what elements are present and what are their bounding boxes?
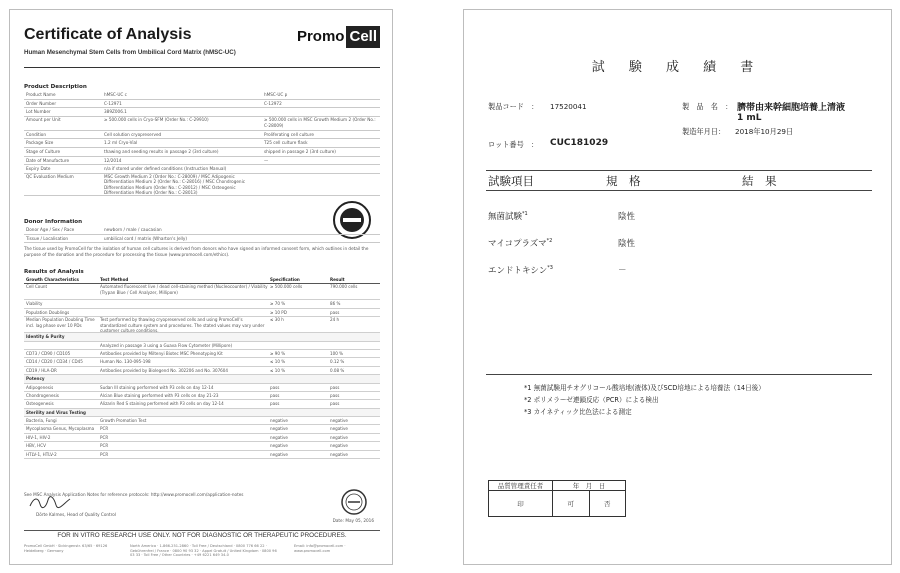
results-characteristic: Identity & Purity	[26, 334, 65, 340]
product-row-value-p: shipped in passage 2 (3rd culture)	[264, 148, 336, 154]
results-method: Human No. 130-095-198	[100, 359, 151, 365]
manufacture-date-label: 製造年月日：	[682, 127, 726, 136]
results-method: Sudan III staining performed with P3 cells on day 12-14	[100, 384, 214, 390]
donor-row-extra	[264, 226, 380, 234]
results-value: negative	[330, 451, 348, 457]
results-row	[24, 417, 380, 425]
results-method	[100, 409, 270, 416]
research-use-disclaimer: FOR IN VITRO RESEARCH USE ONLY. NOT FOR DIAGNOSTIC OR THERAPEUTIC PROCEDURES.	[57, 532, 347, 539]
results-row	[24, 309, 380, 317]
stamp-seal-cell: 印	[489, 491, 553, 517]
results-specification: negative	[270, 451, 288, 457]
results-characteristic: HIV-1, HIV-2	[26, 434, 51, 440]
stamp-reject-cell: 否	[589, 491, 626, 517]
results-method	[100, 333, 270, 340]
product-row-value-c: ≥ 500.000 cells in Cryo-SFM (Order No.: C-29910)	[104, 116, 209, 122]
results-characteristic: CD73 / CD90 / CD105	[26, 350, 71, 356]
test-item-label: マイコプラズマ	[488, 239, 547, 249]
results-characteristic: Potency	[26, 376, 45, 382]
test-item-footnote-marker: *3	[547, 265, 553, 272]
donor-row-key: Donor Age / Sex / Race	[26, 227, 75, 232]
promocell-logo	[297, 26, 380, 48]
section-heading-donor: Donor Information	[24, 219, 83, 225]
results-specification	[270, 409, 330, 416]
certification-stamp-icon	[340, 488, 368, 516]
results-value: negative	[330, 443, 348, 449]
results-characteristic: Sterility and Virus Testing	[26, 409, 86, 415]
results-value: negative	[330, 418, 348, 424]
product-name-label: 製 品 名 ：	[682, 102, 733, 111]
results-characteristic: Mycoplasma Genus, Mycoplasma	[26, 426, 95, 432]
japanese-test-report-document	[463, 9, 892, 565]
results-col-growth: Growth Characteristics	[26, 277, 79, 282]
results-characteristic: Osteogenesis	[26, 401, 54, 407]
product-row	[24, 100, 380, 109]
test-item-spec: 陰性	[618, 212, 636, 222]
results-characteristic: Population Doublings	[26, 309, 70, 315]
donor-row-value: umbilical cord / matrix (Wharton's Jelly)	[104, 235, 187, 241]
header-result: 結 果	[742, 174, 777, 188]
results-row	[24, 350, 380, 358]
footnote-1: *1 無菌試験用チオグリコール酸培地(液体)及びSCD培地による培養法（14日後）	[524, 384, 765, 392]
certificate-of-analysis-document	[9, 9, 393, 565]
certificate-header	[24, 22, 380, 68]
results-value: pass	[330, 401, 340, 407]
results-characteristic: HTLV-1, HTLV-2	[26, 451, 57, 457]
results-row	[24, 400, 380, 408]
product-row-key: QC Evaluation Medium	[26, 173, 74, 179]
signature-name: Dörte Kalmes, Head of Quality Control	[36, 512, 117, 517]
header-specification: 規 格	[606, 174, 641, 188]
results-value	[330, 375, 380, 382]
product-row-key: Product Name	[26, 92, 56, 97]
lot-number-value: CUC181029	[550, 138, 609, 148]
product-row-value-p: T25 cell culture flask	[264, 140, 308, 146]
results-method	[100, 375, 270, 382]
header-test-item: 試験項目	[488, 174, 534, 188]
product-row-value-c: 1.2 ml Cryo-Vial	[104, 140, 138, 146]
logo-text-promo: Promo	[296, 28, 345, 45]
stamp-date-label: 年 月 日	[553, 481, 626, 491]
donor-row-key: Tissue / Localisation	[26, 235, 69, 241]
results-value: 0.08 %	[330, 367, 345, 373]
manufacture-date-value: 2018年10月29日	[735, 127, 794, 136]
results-characteristic: Adipogenesis	[26, 384, 54, 390]
donor-information-table	[24, 226, 380, 243]
results-specification: pass	[270, 392, 280, 398]
product-row	[24, 108, 380, 117]
results-value	[330, 333, 380, 340]
results-specification: negative	[270, 418, 288, 424]
table-top-rule	[486, 170, 872, 171]
results-method: Antibodies provided by Biolegend No. 302206 and No. 307604	[100, 367, 228, 373]
results-row	[24, 442, 380, 450]
approval-stamp-table	[488, 480, 626, 517]
results-specification: ≤ 30 h	[270, 317, 284, 323]
lot-number-label: ロット番号 ：	[488, 140, 539, 149]
results-method	[100, 309, 270, 316]
product-code-label: 製品コード ：	[488, 102, 539, 111]
donor-row-extra	[264, 235, 380, 243]
results-value: negative	[330, 434, 348, 440]
product-row-key: Expiry Date	[26, 166, 51, 172]
results-method: PCR	[100, 451, 109, 457]
product-row	[24, 174, 380, 196]
product-row	[24, 165, 380, 174]
results-characteristic	[24, 342, 100, 349]
results-row	[24, 425, 380, 433]
results-method: Automated fluorescent live / dead cell-staining method (Nucleocounter) / Viability (Trypan Blue / Cell Analyzer, Millipore)	[100, 284, 268, 295]
results-col-method: Test Method	[100, 277, 129, 282]
results-col-result: Result	[330, 277, 345, 282]
results-method: PCR	[100, 443, 109, 449]
results-category-row	[24, 375, 380, 383]
product-row-value-p: Proliferating cell culture	[264, 131, 314, 137]
results-value: 100 %	[330, 350, 344, 356]
test-item-footnote-marker: *2	[546, 238, 553, 245]
results-value: negative	[330, 426, 348, 432]
test-item-label: エンドトキシン	[488, 266, 548, 276]
results-specification: ≥ 10 PD	[270, 309, 287, 315]
product-row	[24, 91, 380, 100]
donor-row-value: newborn / male / caucasian	[104, 227, 162, 232]
footer-divider	[24, 530, 380, 531]
product-row-key: Condition	[26, 131, 46, 137]
results-method: Analyzed in passage 3 using a Guava Flow Cytometer (Millipore)	[100, 342, 233, 348]
results-specification	[270, 342, 330, 349]
results-method: Antibodies provided by Miltenyi Biotec MSC Phenotyping Kit	[100, 350, 223, 356]
results-row	[24, 300, 380, 308]
results-row	[24, 384, 380, 392]
company-web: Email: info@promocell.com · www.promocell.com	[294, 544, 346, 553]
document-title: Certificate of Analysis	[24, 26, 192, 43]
results-row	[24, 451, 380, 459]
results-characteristic: HBV, HCV	[26, 443, 46, 449]
results-method: Alcian Blue staining performed with P3 cells on day 21-23	[100, 392, 219, 398]
product-row-value-c: C-12971	[104, 100, 122, 106]
results-row	[24, 317, 380, 333]
product-volume-value: 1 mL	[737, 113, 762, 123]
product-row	[24, 117, 380, 131]
product-row-value-c: Cell solution cryopreserved	[104, 131, 162, 137]
notes-top-rule	[486, 374, 872, 375]
results-specification: ≥ 90 %	[270, 350, 286, 356]
results-specification: negative	[270, 426, 288, 432]
company-contacts: North America · 1-866-251-2860 · Toll Free / Deutschland · 0800 776 66 22 · Gebührenfrei / France · 0800 90 93 32 · Appel Gratuit / United Kingdom · 0800 96 03 33 · Toll Free / Other Countries · +49 6221 649 34-0	[130, 544, 277, 558]
results-method: PCR	[100, 434, 109, 440]
results-method: PCR	[100, 426, 109, 432]
results-characteristic: Bacteria, Fungi	[26, 418, 57, 424]
product-row-value-p	[264, 174, 380, 195]
results-specification: ≤ 10 %	[270, 359, 286, 365]
results-row	[24, 367, 380, 375]
product-row-key: Lot Number	[26, 109, 51, 115]
product-row	[24, 139, 380, 148]
results-specification: ≥ 500.000 cells	[270, 284, 303, 290]
test-item-name	[488, 264, 553, 276]
application-note: See MSC Analysis Application Notes for reference protocols: http://www.promocell.com/application-notes	[24, 492, 244, 497]
test-item-spec: －	[618, 266, 627, 276]
product-description-table	[24, 91, 380, 196]
results-row	[24, 434, 380, 442]
product-row-value-p: hMSC-UC p	[264, 92, 288, 97]
results-value: pass	[330, 392, 340, 398]
test-item-name	[488, 210, 528, 222]
results-row	[24, 284, 380, 300]
results-characteristic: Viability	[26, 301, 43, 307]
donor-ethics-note: The tissue used by PromoCell for the isolation of human cell cultures is derived from donors who have signed an informed consent form, which outlines in detail the purpose of the donation and the procedure for processing the tissue (www.promocell.com/ethics).	[24, 246, 369, 257]
product-code-value: 17520041	[550, 102, 587, 111]
product-row-value-p: —	[264, 157, 269, 163]
product-row-key: Package Size	[26, 140, 54, 146]
product-row-value-c: 389Z006.1	[104, 109, 127, 115]
product-row-key: Stage of Culture	[26, 148, 61, 154]
results-value	[330, 409, 380, 416]
donor-row	[24, 226, 380, 235]
product-row-key: Amount per Unit	[26, 116, 61, 122]
product-row-value-c: 12/2014	[104, 157, 122, 163]
product-row	[24, 148, 380, 157]
table-header-rule	[486, 190, 872, 191]
results-value: 790.000 cells	[330, 284, 358, 290]
product-row-value-c: hMSC-UC c	[104, 92, 127, 97]
results-characteristic: Median Population Doubling Time incl. lag phase over 10 PDs	[26, 317, 95, 328]
section-heading-product: Product Description	[24, 84, 87, 90]
footnote-3: *3 カイネティック比色法による測定	[524, 408, 632, 416]
results-method: Alizarin Red S staining performed with P3 cells on day 12-14	[100, 401, 224, 407]
product-row	[24, 131, 380, 140]
results-specification: pass	[270, 401, 280, 407]
results-method: Test performed by thawing cryopreserved cells and using PromoCell's standardized culture system and procedures. The stated values may vary under customer culture conditions.	[100, 317, 265, 334]
footnote-2: *2 ポリメラーゼ連鎖反応（PCR）による検出	[524, 396, 659, 404]
results-row	[24, 392, 380, 400]
results-characteristic: CD14 / CD20 / CD34 / CD45	[26, 359, 83, 365]
results-specification: ≥ 70 %	[270, 301, 286, 307]
results-value: 86 %	[330, 301, 341, 307]
certificate-date: Date: May 05, 2016	[332, 518, 374, 523]
results-value	[330, 342, 380, 349]
results-row	[24, 358, 380, 366]
results-method	[100, 300, 270, 307]
results-value: 0.12 %	[330, 359, 345, 365]
company-address: PromoCell GmbH · Sickingenstr. 63/65 · 69126 Heidelberg · Germany	[24, 544, 108, 553]
test-item-name	[488, 237, 552, 249]
results-specification: ≤ 10 %	[270, 367, 286, 373]
product-name-value: 臍帯由来幹細胞培養上清液	[737, 103, 846, 113]
results-method: Growth Promotion Test	[100, 418, 147, 424]
results-specification: negative	[270, 443, 288, 449]
results-category-row	[24, 409, 380, 417]
product-row-key: Order Number	[26, 100, 57, 106]
results-characteristic: Chondrogenesis	[26, 392, 59, 398]
product-row-value-p: C-12972	[264, 100, 282, 106]
results-characteristic: CD19 / HLA-DR	[26, 367, 57, 373]
product-row	[24, 157, 380, 166]
results-value: pass	[330, 384, 340, 390]
results-category-row	[24, 333, 380, 341]
product-row-value-p	[264, 165, 380, 173]
product-row-value-p	[264, 108, 380, 116]
results-row	[24, 342, 380, 350]
results-value: pass	[330, 309, 340, 315]
stamp-approve-cell: 可	[553, 491, 590, 517]
product-row-value-c: thawing and seeding results in passage 2 (3rd culture)	[104, 148, 219, 154]
results-specification	[270, 375, 330, 382]
results-col-spec: Specification	[270, 277, 300, 282]
section-heading-results: Results of Analysis	[24, 269, 84, 275]
test-item-footnote-marker: *1	[522, 211, 528, 218]
test-item-spec: 陰性	[618, 239, 636, 249]
product-row-key: Date of Manufacture	[26, 157, 70, 163]
document-subtitle: Human Mesenchymal Stem Cells from Umbilical Cord Matrix (hMSC-UC)	[24, 49, 236, 56]
product-row-value-c: MSC Growth Medium 2 (Order No.: C-28009) / MSC Adipogenic Differentiation Medium 2 (Order No.: C-28016) / MSC Chondrogenic Differentiation Medium (Order No.: C-28012) / MSC Osteogenic Differentiation Medium (Order No.: C-28013)	[104, 173, 246, 196]
results-specification: negative	[270, 434, 288, 440]
product-row-value-p: ≥ 500.000 cells in MSC Growth Medium 2 (Order No.: C-28009)	[264, 116, 376, 128]
stamp-quality-manager-label: 品質管理責任者	[489, 481, 553, 491]
results-of-analysis-table	[24, 276, 380, 459]
results-header-row	[24, 276, 380, 284]
signature-scribble-icon	[28, 495, 72, 509]
product-row-value-c: n/a if stored under defined conditions (Instruction Manual)	[104, 166, 227, 172]
test-item-label: 無菌試験	[488, 212, 523, 222]
report-title: 試 験 成 績 書	[591, 60, 764, 75]
results-characteristic: Cell Count	[26, 284, 48, 290]
results-specification: pass	[270, 384, 280, 390]
donor-row	[24, 235, 380, 244]
results-value: 24 h	[330, 317, 340, 323]
results-specification	[270, 333, 330, 340]
logo-text-cell: Cell	[346, 26, 380, 48]
